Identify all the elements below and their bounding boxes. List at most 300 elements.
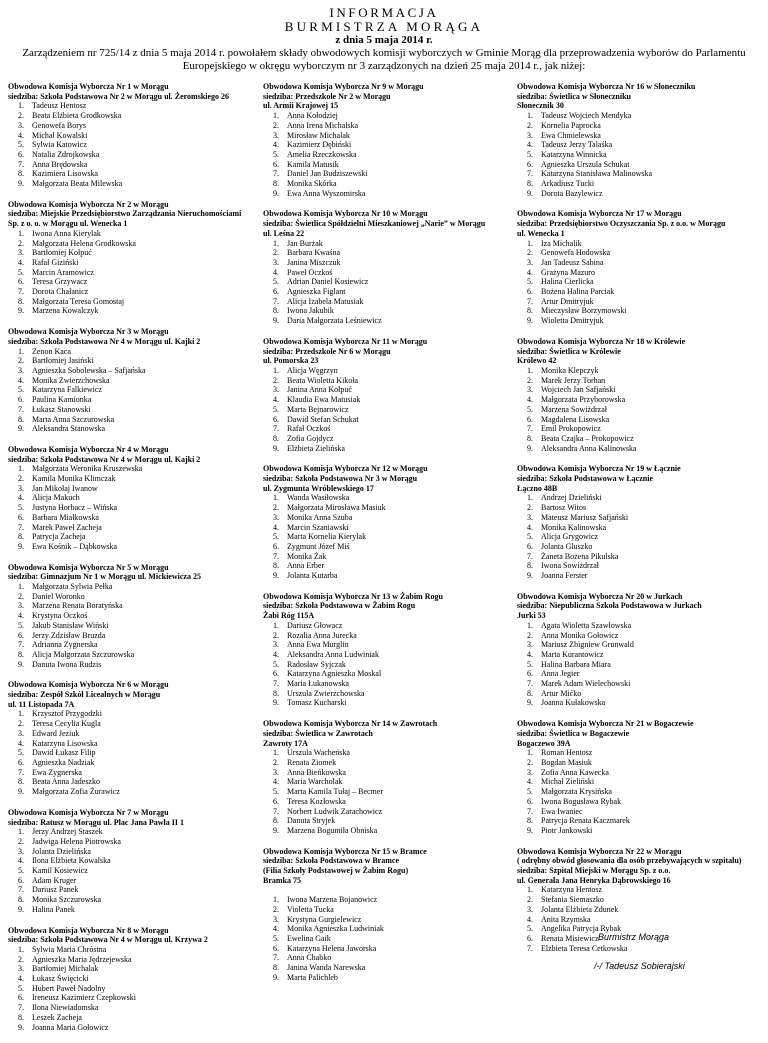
member-number: 9. xyxy=(527,316,533,326)
member-number: 6. xyxy=(18,512,24,522)
member-number: 7. xyxy=(527,169,533,179)
member-item xyxy=(18,405,252,415)
commission-title: Obwodowa Komisja Wyborcza Nr 20 w Jurkach xyxy=(517,591,683,601)
member-name: Bożena Halina Parciak xyxy=(541,287,615,297)
member-number: 3. xyxy=(527,640,533,650)
commission-title: Obwodowa Komisja Wyborcza Nr 21 w Bogaczewie xyxy=(517,719,694,729)
member-number: 7. xyxy=(18,404,24,414)
commission-address-line: ul. Armii Krajowej 15 xyxy=(263,101,339,111)
member-number: 1. xyxy=(273,620,279,630)
member-name: Krzysztof Przygodzki xyxy=(32,709,102,719)
commission-address-line: siedziba: Szkoła Podstawowa w Bramce xyxy=(263,856,399,866)
member-number: 9. xyxy=(18,541,24,551)
member-number: 5. xyxy=(18,620,24,630)
commission-block xyxy=(8,808,252,915)
document-title: INFORMACJA xyxy=(329,5,439,20)
member-number: 7. xyxy=(527,679,533,689)
commission-block xyxy=(263,337,507,453)
member-item xyxy=(18,424,252,434)
commission-title: Obwodowa Komisja Wyborcza Nr 13 w Żabim Rogu xyxy=(263,591,443,601)
member-item xyxy=(527,121,761,131)
member-item xyxy=(527,532,761,542)
member-name: Dariusz Głowacz xyxy=(287,620,343,630)
member-number: 1. xyxy=(18,101,24,111)
member-name: Hubert Paweł Nadolny xyxy=(32,983,106,993)
member-number: 8. xyxy=(273,963,279,973)
member-name: Teresa Cecylia Kugla xyxy=(32,719,101,729)
member-name: Renata Ziomek xyxy=(287,758,337,767)
member-name: Małgorzata Mirosława Masiuk xyxy=(287,503,386,513)
commission-block xyxy=(8,82,252,189)
member-number: 3. xyxy=(18,248,24,258)
member-item xyxy=(273,689,507,699)
member-item xyxy=(527,306,761,316)
member-name: Teresa Grzywacz xyxy=(32,277,88,287)
member-number: 4. xyxy=(18,611,24,621)
member-number: 8. xyxy=(527,179,533,189)
member-name: Amelia Rzeczkowska xyxy=(287,149,357,159)
member-list xyxy=(263,895,507,982)
member-name: Iwona Anna Kierylak xyxy=(32,228,101,238)
commission-title: Obwodowa Komisja Wyborcza Nr 17 w Morągu xyxy=(517,209,682,219)
member-number: 3. xyxy=(527,130,533,140)
member-list xyxy=(517,885,761,953)
member-item xyxy=(18,777,252,787)
member-name: Norbert Ludwik Zarachowicz xyxy=(287,806,383,816)
commission-address-line: siedziba: Świetlica w Zawrotach xyxy=(263,728,373,738)
member-number: 8. xyxy=(273,306,279,316)
member-number: 1. xyxy=(273,365,279,375)
column-3 xyxy=(517,82,761,964)
member-name: Monika Klepczyk xyxy=(541,365,599,375)
member-number: 3. xyxy=(273,767,279,777)
member-name: Maria Łukanowska xyxy=(287,679,349,689)
member-name: Agnieszka Nadziak xyxy=(32,758,95,767)
commission-address-line: siedziba: Szpital Miejski w Morągu Sp. z o.o. xyxy=(517,866,671,876)
commission-block xyxy=(263,719,507,835)
member-item xyxy=(18,239,252,249)
member-number: 2. xyxy=(18,238,24,248)
member-item xyxy=(18,1023,252,1033)
member-list xyxy=(517,111,761,198)
member-item xyxy=(527,631,761,641)
commission-address-line: ul. Zygmunta Wróblewskiego 17 xyxy=(263,483,374,493)
member-number: 5. xyxy=(18,866,24,876)
member-number: 7. xyxy=(527,806,533,816)
member-name: Jan Burżak xyxy=(287,238,323,248)
member-item xyxy=(18,248,252,258)
member-name: Edward Jeziuk xyxy=(32,728,80,738)
member-item xyxy=(273,385,507,395)
signature-name: /-/ Tadeusz Sobierajski xyxy=(594,961,685,971)
member-name: Justyna Horbacz – Wińska xyxy=(32,503,118,513)
commission-title: Obwodowa Komisja Wyborcza Nr 12 w Morągu xyxy=(263,464,428,474)
commission-title: Obwodowa Komisja Wyborcza Nr 11 w Morągu xyxy=(263,336,428,346)
member-item xyxy=(273,169,507,179)
member-item xyxy=(527,150,761,160)
commission-address-line: siedziba: Niepubliczna Szkoła Podstawowa w Jurkach xyxy=(517,601,702,611)
member-number: 7. xyxy=(18,287,24,297)
member-item xyxy=(527,111,761,121)
member-item xyxy=(527,179,761,189)
commission-address-line: siedziba: Miejskie Przedsiębiorstwo Zarządzania Nieruchomościami Sp. z o. o. w Morągu ul. Wenecka 1 xyxy=(8,209,242,229)
member-name: Ewa Zygnerska xyxy=(32,767,82,777)
member-number: 6. xyxy=(18,630,24,640)
member-name: Zenon Kaca xyxy=(32,346,71,356)
member-name: Łukasz Święcicki xyxy=(32,974,89,984)
member-number: 4. xyxy=(527,395,533,405)
member-name: Paweł Oczkoś xyxy=(287,267,333,277)
member-item xyxy=(273,131,507,141)
member-item xyxy=(527,376,761,386)
member-number: 5. xyxy=(18,748,24,758)
member-number: 3. xyxy=(18,483,24,493)
member-name: Wanda Wasiłowska xyxy=(287,493,350,503)
member-number: 4. xyxy=(18,493,24,503)
member-number: 3. xyxy=(18,601,24,611)
member-item xyxy=(273,758,507,768)
member-number: 8. xyxy=(527,433,533,443)
member-item xyxy=(527,523,761,533)
member-name: Dorota Chałanicz xyxy=(32,287,89,297)
member-list xyxy=(8,464,252,551)
member-item xyxy=(18,160,252,170)
member-item xyxy=(273,532,507,542)
member-item xyxy=(18,866,252,876)
member-item xyxy=(273,561,507,571)
member-item xyxy=(527,513,761,523)
member-name: Beata Czajka – Prokopowicz xyxy=(541,433,634,443)
member-item xyxy=(18,503,252,513)
member-name: Marta Bejnarowicz xyxy=(287,404,349,414)
member-number: 3. xyxy=(273,512,279,522)
member-name: Katarzyna Stanisława Malinowska xyxy=(541,169,653,179)
member-number: 3. xyxy=(273,914,279,924)
member-number: 9. xyxy=(527,571,533,581)
commission-title: Obwodowa Komisja Wyborcza Nr 22 w Morągu xyxy=(517,846,682,856)
member-number: 1. xyxy=(18,228,24,238)
member-name: Alicja Izabela Matusiak xyxy=(287,296,364,306)
member-list xyxy=(263,621,507,708)
member-item xyxy=(527,797,761,807)
member-number: 8. xyxy=(18,777,24,787)
member-list xyxy=(517,621,761,708)
member-number: 4. xyxy=(527,267,533,277)
member-name: Beata Anna Jadeszko xyxy=(32,777,100,787)
member-number: 2. xyxy=(527,375,533,385)
member-number: 2. xyxy=(18,474,24,484)
member-item xyxy=(273,239,507,249)
member-number: 2. xyxy=(527,503,533,513)
member-number: 5. xyxy=(18,267,24,277)
member-name: Małgorzata Teresa Gomostaj xyxy=(32,296,125,306)
member-number: 1. xyxy=(273,111,279,121)
member-item xyxy=(18,150,252,160)
member-item xyxy=(273,698,507,708)
commission-address-line: Słonecznik 30 xyxy=(517,101,564,111)
member-item xyxy=(273,650,507,660)
member-number: 6. xyxy=(273,159,279,169)
commission-heading xyxy=(8,563,252,582)
member-item xyxy=(273,552,507,562)
member-number: 1. xyxy=(18,944,24,954)
member-name: Bartłomiej Jasiński xyxy=(32,356,94,366)
member-number: 6. xyxy=(527,159,533,169)
member-number: 2. xyxy=(527,248,533,258)
member-number: 1. xyxy=(527,620,533,630)
commission-address-line: Łączno 48B xyxy=(517,483,558,493)
member-number: 2. xyxy=(527,120,533,130)
member-item xyxy=(18,101,252,111)
member-number: 9. xyxy=(527,698,533,708)
member-item xyxy=(527,297,761,307)
member-number: 5. xyxy=(273,149,279,159)
member-item xyxy=(18,484,252,494)
member-name: Halina Cierlicka xyxy=(541,277,594,287)
member-item xyxy=(527,826,761,836)
member-list xyxy=(263,239,507,326)
member-name: Wojciech Jan Safjański xyxy=(541,385,616,395)
member-item xyxy=(527,395,761,405)
commission-block xyxy=(517,209,761,325)
member-item xyxy=(18,513,252,523)
member-item xyxy=(18,592,252,602)
member-name: Elżbieta Teresa Cetkowska xyxy=(541,943,628,953)
member-item xyxy=(18,1003,252,1013)
commission-address-line: siedziba: Ratusz w Morągu ul. Plac Jana Pawła II 1 xyxy=(8,817,184,827)
member-number: 1. xyxy=(18,827,24,837)
member-item xyxy=(18,347,252,357)
member-item xyxy=(527,669,761,679)
member-item xyxy=(273,503,507,513)
member-item xyxy=(18,601,252,611)
member-name: Zygmunt Józef Miś xyxy=(287,541,350,551)
member-list xyxy=(263,748,507,835)
commission-address-line: (Filia Szkoły Podstawowej w Żabim Rogu) xyxy=(263,866,409,876)
member-item xyxy=(18,356,252,366)
member-item xyxy=(273,679,507,689)
member-name: Jolanta Gluszko xyxy=(541,541,593,551)
member-number: 7. xyxy=(273,806,279,816)
member-name: Urszula Zwierzchowska xyxy=(287,688,365,698)
member-item xyxy=(273,287,507,297)
member-number: 3. xyxy=(273,130,279,140)
commission-address-line: ul. Generała Jana Henryka Dąbrowskiego 16 xyxy=(517,875,671,885)
member-number: 6. xyxy=(527,414,533,424)
member-name: Michał Zieliński xyxy=(541,777,595,787)
commission-heading xyxy=(263,592,507,621)
member-name: Zofia Gojdycz xyxy=(287,433,334,443)
member-name: Roman Hentosz xyxy=(541,748,593,758)
commission-heading xyxy=(8,82,252,101)
member-name: Dawid Łukasz Filip xyxy=(32,748,96,758)
member-name: Monika Agnieszka Ludwiniak xyxy=(287,924,384,934)
member-name: Paulina Kamionka xyxy=(32,395,92,405)
member-item xyxy=(527,885,761,895)
member-name: Jan Mikołaj Iwanow xyxy=(32,483,98,493)
member-name: Artur Mićko xyxy=(541,688,582,698)
commission-address-line: siedziba: Gimnazjum Nr 1 w Morągu ul. Mickiewicza 25 xyxy=(8,572,201,582)
member-number: 7. xyxy=(527,424,533,434)
member-item xyxy=(18,131,252,141)
member-item xyxy=(18,847,252,857)
member-number: 2. xyxy=(273,758,279,767)
member-number: 6. xyxy=(527,541,533,551)
member-number: 4. xyxy=(273,267,279,277)
member-item xyxy=(273,297,507,307)
member-item xyxy=(18,229,252,239)
member-item xyxy=(273,140,507,150)
member-list xyxy=(517,493,761,580)
member-item xyxy=(18,1013,252,1023)
member-item xyxy=(273,306,507,316)
member-name: Rafał Giziński xyxy=(32,257,79,267)
member-name: Daniel Jan Budziszewski xyxy=(287,169,368,179)
member-item xyxy=(273,924,507,934)
member-item xyxy=(527,768,761,778)
member-number: 3. xyxy=(18,120,24,130)
commission-block xyxy=(263,592,507,708)
commission-block xyxy=(517,82,761,198)
commission-address-line: siedziba: Szkoła Podstawowa Nr 4 w Morągu ul. Kajki 2 xyxy=(8,454,201,464)
member-item xyxy=(273,444,507,454)
member-item xyxy=(18,277,252,287)
member-name: Danuta Stryjek xyxy=(287,816,336,826)
member-item xyxy=(18,719,252,729)
member-number: 6. xyxy=(18,395,24,405)
commission-heading xyxy=(517,82,761,111)
member-number: 8. xyxy=(18,169,24,179)
member-number: 7. xyxy=(18,522,24,532)
member-item xyxy=(18,964,252,974)
member-number: 9. xyxy=(527,443,533,453)
member-number: 1. xyxy=(527,493,533,503)
member-item xyxy=(18,895,252,905)
member-item xyxy=(273,268,507,278)
commission-title: Obwodowa Komisja Wyborcza Nr 16 w Słoneczniku xyxy=(517,82,696,91)
member-name: Anna Irena Michalska xyxy=(287,120,359,130)
commission-title: Obwodowa Komisja Wyborcza Nr 19 w Łącznie xyxy=(517,464,681,474)
member-item xyxy=(527,787,761,797)
member-name: Mariusz Zbigniew Grunwald xyxy=(541,640,634,650)
member-number: 8. xyxy=(18,1012,24,1022)
member-item xyxy=(527,140,761,150)
document-subtitle: BURMISTRZA MORĄGA xyxy=(284,19,484,34)
member-name: Jadwiga Helena Piotrowska xyxy=(32,836,121,846)
member-number: 9. xyxy=(273,698,279,708)
commission-title: Obwodowa Komisja Wyborcza Nr 4 w Morągu xyxy=(8,444,169,454)
member-number: 7. xyxy=(273,679,279,689)
member-number: 4. xyxy=(527,140,533,150)
member-number: 4. xyxy=(273,522,279,532)
commission-address-line: Królewo 42 xyxy=(517,356,557,366)
member-number: 8. xyxy=(18,296,24,306)
member-name: Marzena Renata Boratyńska xyxy=(32,601,123,611)
member-name: Agata Wioletta Szawłowska xyxy=(541,620,632,630)
commission-heading xyxy=(8,200,252,229)
column-2 xyxy=(263,82,507,993)
commission-title: Obwodowa Komisja Wyborcza Nr 5 w Morągu xyxy=(8,562,169,572)
member-number: 6. xyxy=(527,669,533,679)
member-item xyxy=(527,160,761,170)
member-name: Małgorzata Beata Milewska xyxy=(32,179,123,189)
member-name: Anna Kołodziej xyxy=(287,111,338,121)
member-number: 9. xyxy=(527,825,533,835)
member-name: Ewelina Gaik xyxy=(287,933,331,943)
member-item xyxy=(273,376,507,386)
commission-block xyxy=(8,327,252,434)
commission-block xyxy=(517,592,761,708)
member-name: Halina Panek xyxy=(32,904,75,914)
member-number: 5. xyxy=(273,532,279,542)
member-item xyxy=(527,169,761,179)
member-name: Anna Chabko xyxy=(287,953,332,963)
commission-block xyxy=(8,445,252,552)
member-number: 3. xyxy=(18,846,24,856)
member-number: 4. xyxy=(273,924,279,934)
commission-address-line: siedziba: Szkoła Podstawowa Nr 4 w Morągu ul. Kajki 2 xyxy=(8,336,201,346)
member-name: Iwona Bogusława Rybak xyxy=(541,796,622,806)
member-number: 6. xyxy=(273,287,279,297)
member-item xyxy=(18,532,252,542)
member-name: Genowefa Hodowska xyxy=(541,248,611,258)
commission-block xyxy=(263,847,507,983)
member-item xyxy=(18,493,252,503)
member-name: Anna Brędowska xyxy=(32,159,88,169)
member-item xyxy=(18,640,252,650)
member-item xyxy=(527,758,761,768)
member-item xyxy=(18,366,252,376)
member-name: Daria Małgorzata Leśniewicz xyxy=(287,316,382,326)
member-item xyxy=(527,660,761,670)
member-number: 9. xyxy=(273,972,279,982)
member-item xyxy=(527,905,761,915)
member-item xyxy=(273,660,507,670)
member-number: 9. xyxy=(273,825,279,835)
member-number: 4. xyxy=(527,649,533,659)
member-name: Marzena Sowiżdrzał xyxy=(541,404,607,414)
commission-address-line: Bogaczewo 39A xyxy=(517,738,571,748)
member-name: Marcin Szaniawski xyxy=(287,522,349,532)
member-number: 9. xyxy=(273,571,279,581)
member-item xyxy=(527,561,761,571)
member-name: Joanna Kułakowska xyxy=(541,698,606,708)
member-name: Radosław Syjczak xyxy=(287,659,346,669)
member-number: 2. xyxy=(527,758,533,767)
member-item xyxy=(18,297,252,307)
member-number: 6. xyxy=(527,796,533,806)
member-item xyxy=(18,268,252,278)
member-item xyxy=(273,316,507,326)
member-item xyxy=(18,758,252,768)
member-name: Marta Anna Szczurowska xyxy=(32,414,115,424)
member-list xyxy=(8,827,252,914)
member-name: Tadeusz Jerzy Talaśka xyxy=(541,140,613,150)
member-item xyxy=(18,993,252,1003)
member-number: 7. xyxy=(273,551,279,561)
member-name: Bartosz Witos xyxy=(541,503,587,513)
commission-address-line: siedziba: Szkoła Podstawowa w Żabim Rogu xyxy=(263,601,416,611)
member-name: Angelika Patrycja Rybak xyxy=(541,924,622,934)
member-name: Halina Barbara Miara xyxy=(541,659,611,669)
member-name: Marzena Bogumiła Obniska xyxy=(287,825,378,835)
member-item xyxy=(527,748,761,758)
member-item xyxy=(18,748,252,758)
commission-heading xyxy=(263,464,507,493)
commission-block xyxy=(517,464,761,580)
commission-address-line: siedziba: Szkoła Podstawowa Nr 2 w Morągu ul. Żeromskiego 26 xyxy=(8,91,230,101)
member-number: 6. xyxy=(273,796,279,806)
